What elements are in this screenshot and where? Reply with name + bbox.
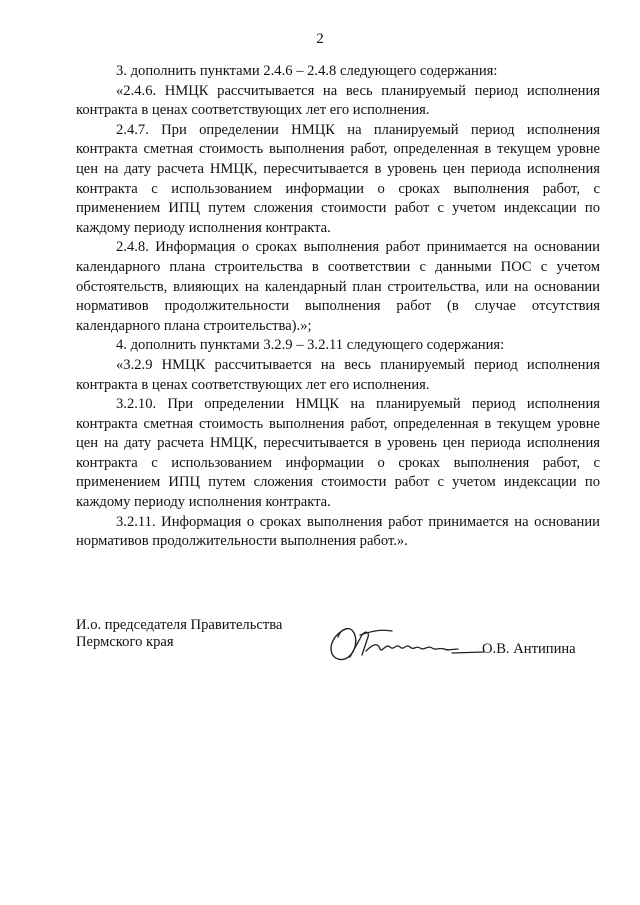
page-number: 2: [316, 31, 324, 47]
paragraph-2-4-6: «2.4.6. НМЦК рассчитывается на весь планируемый период исполнения контракта в ценах соответствующих лет его исполнения.: [76, 82, 600, 119]
paragraph-3-2-11: 3.2.11. Информация о сроках выполнения работ принимается на основании нормативов продолжительности выполнения работ.».: [76, 513, 600, 550]
handwritten-signature: [324, 621, 484, 665]
paragraph-2-4-8: 2.4.8. Информация о сроках выполнения работ принимается на основании календарного плана строительства в соответствии с данными ПОС с учетом обстоятельств, влияющих на календарный план строительства, или на основании нормативов продолжительности выполнения работ (в случае отсутствия календарного плана строительства).»;: [76, 239, 600, 334]
document-body: [76, 62, 600, 552]
signer-title-line-1: И.о. председателя Правительства: [76, 617, 283, 633]
signer-title: [76, 617, 282, 651]
paragraph-3-2-10: 3.2.10. При определении НМЦК на планируемый период исполнения контракта сметная стоимость выполнения работ, определенная в текущем уровне цен на дату расчета НМЦК, пересчитывается в уровень цен периода исполнения контракта с использованием информации о сроках выполнения работ, с применением ИПЦ путем сложения стоимости работ с учетом индексации по каждому периоду исполнения контракта.: [76, 396, 600, 511]
paragraph-amendment-3: 3. дополнить пунктами 2.4.6 – 2.4.8 следующего содержания:: [116, 63, 498, 79]
paragraph-amendment-4: 4. дополнить пунктами 3.2.9 – 3.2.11 следующего содержания:: [116, 337, 505, 354]
signature-block: [76, 617, 600, 677]
paragraph-3-2-9: «3.2.9 НМЦК рассчитывается на весь планируемый период исполнения контракта в ценах соответствующих лет его исполнения.: [76, 356, 600, 393]
signer-name: О.В. Антипина: [482, 641, 576, 657]
paragraph-2-4-7: 2.4.7. При определении НМЦК на планируемый период исполнения контракта сметная стоимость выполнения работ, определенная в текущем уровне цен на дату расчета НМЦК, пересчитывается в уровень цен периода исполнения контракта с использованием информации о сроках выполнения работ, с применением ИПЦ путем сложения стоимости работ с учетом индексации по каждому периоду исполнения контракта.: [76, 121, 600, 236]
signer-title-line-2: Пермского края: [76, 634, 174, 650]
